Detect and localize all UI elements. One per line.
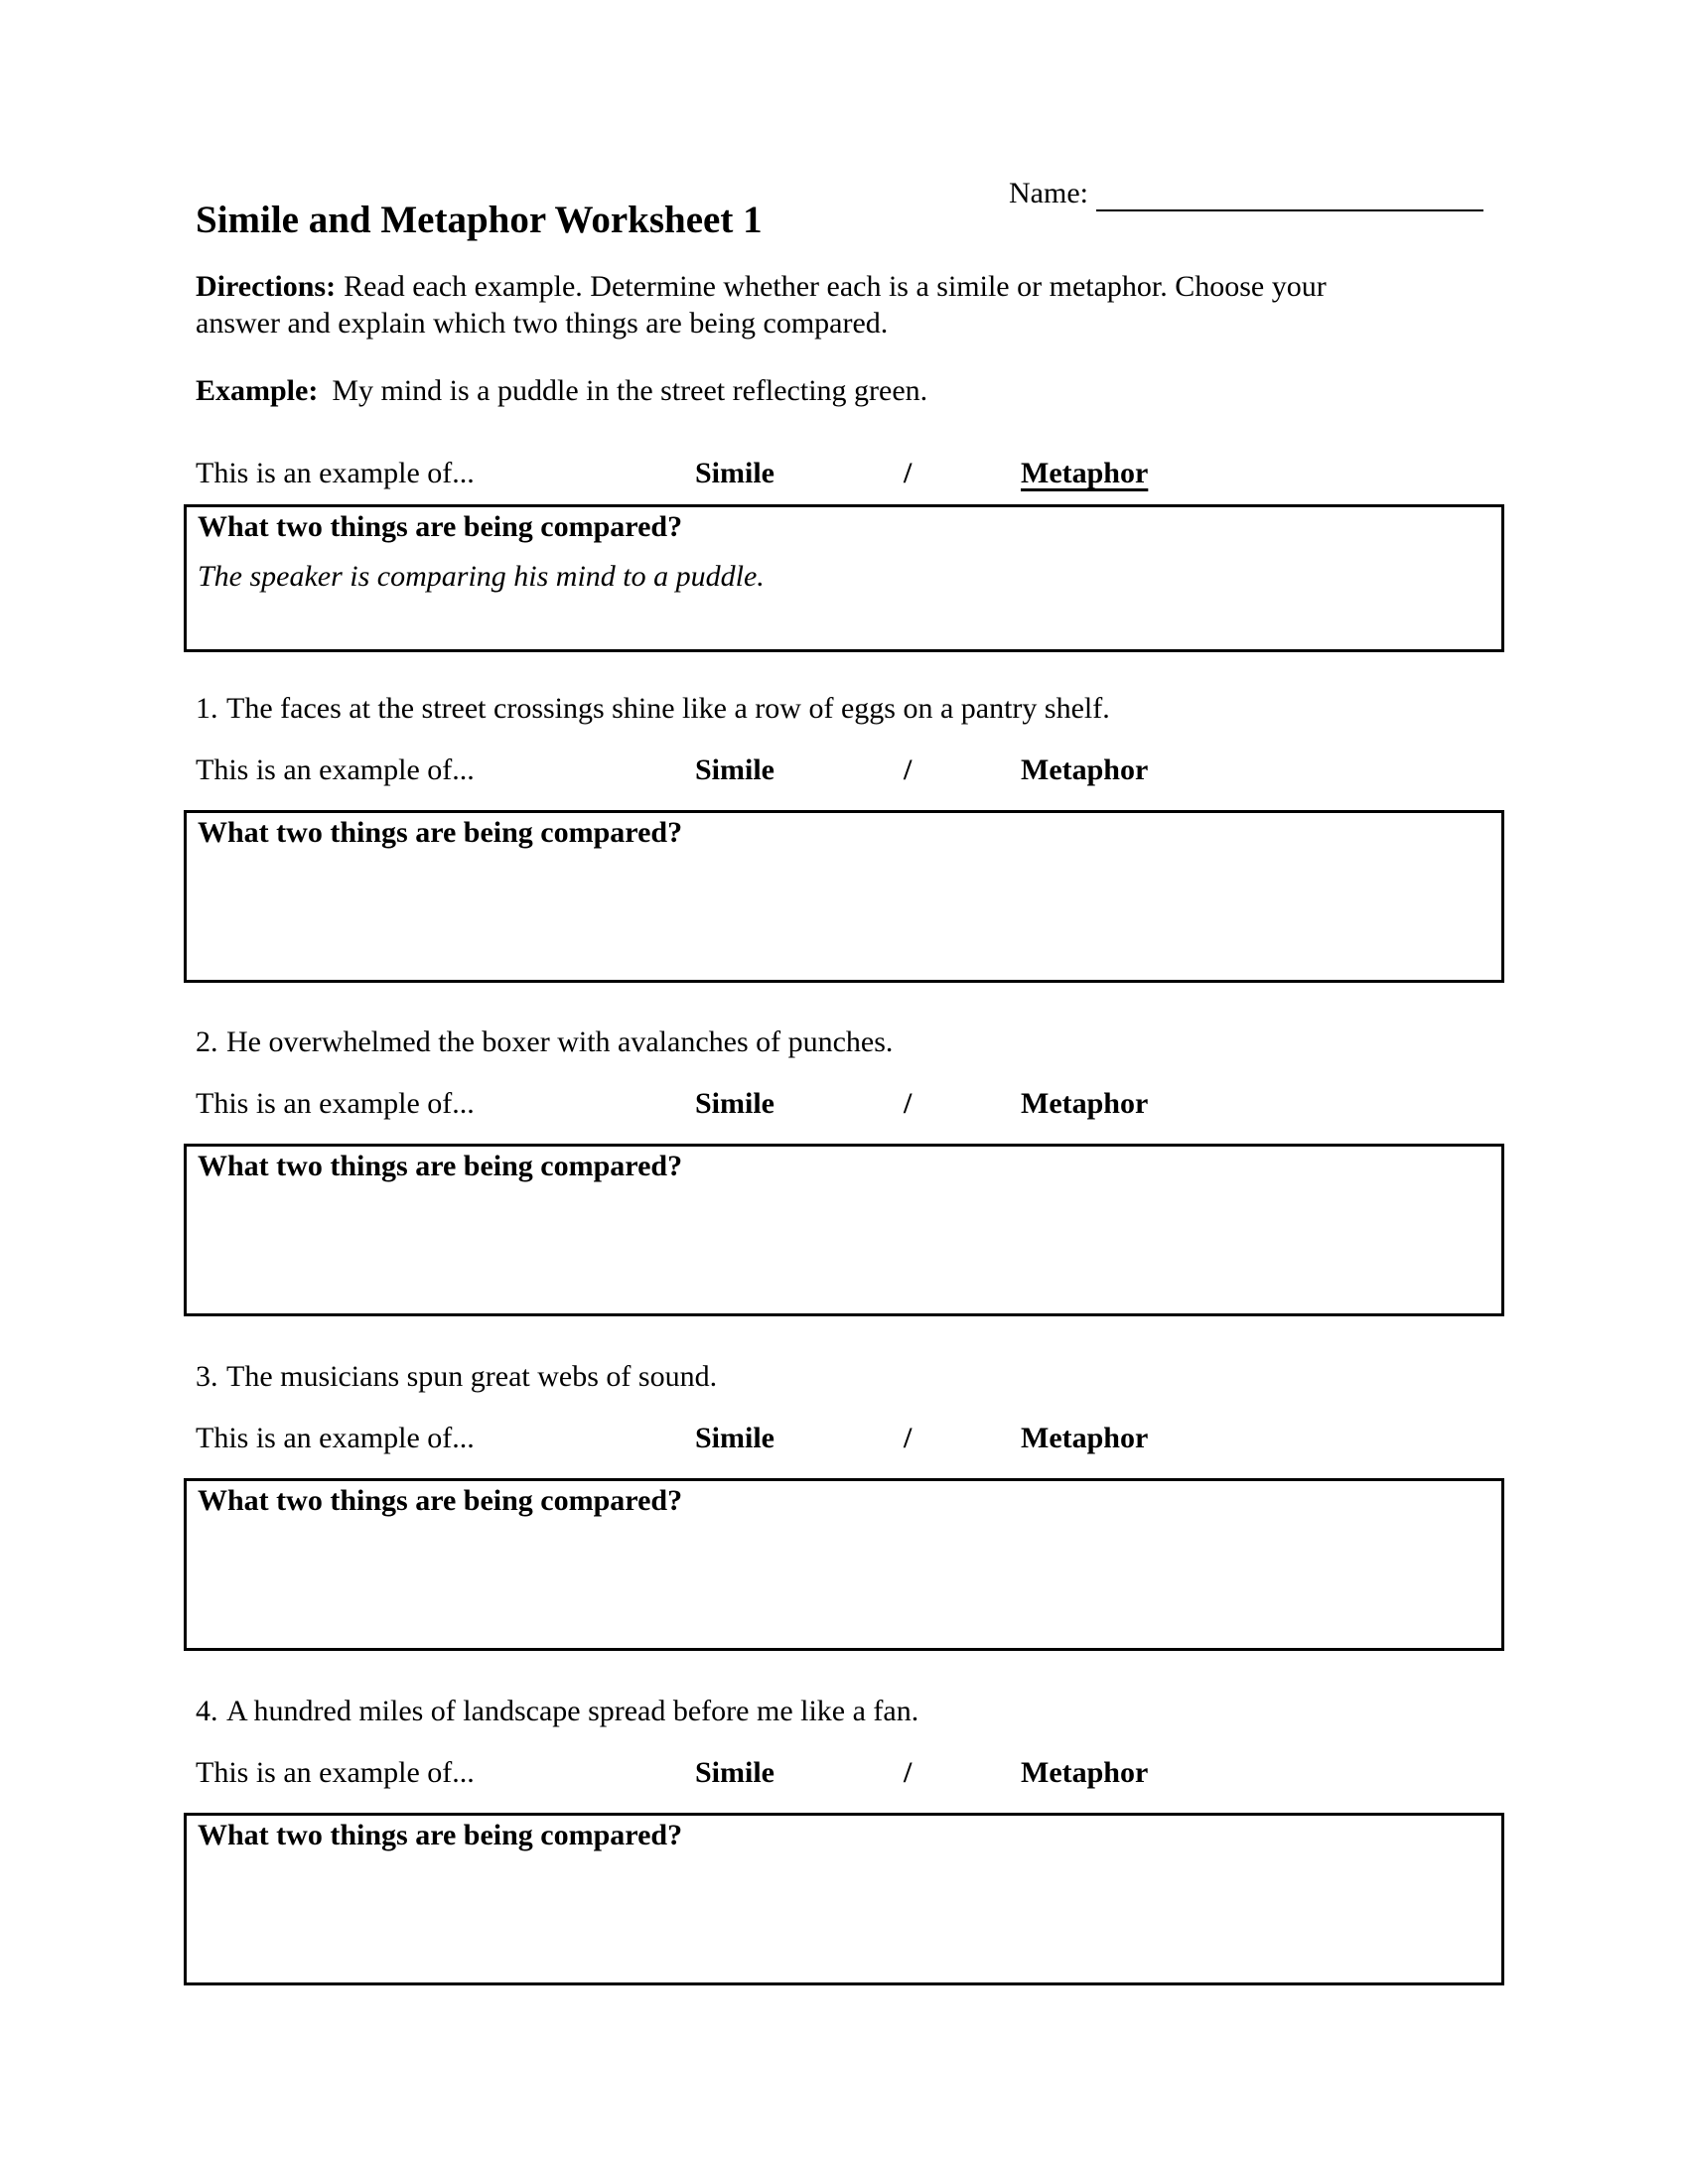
choice-separator: / (904, 1087, 913, 1120)
question-block-3 (0, 1358, 1688, 1651)
question-sentence: The musicians spun great webs of sound. (226, 1360, 718, 1393)
choice-row (196, 1754, 1506, 1791)
box-question: What two things are being compared? (198, 1819, 683, 1851)
simile-option[interactable]: Simile (695, 1422, 774, 1454)
example-sentence-row (196, 372, 927, 409)
question-sentence: A hundred miles of landscape spread before me like a fan. (226, 1695, 919, 1727)
question-sentence-row (196, 1024, 893, 1060)
choice-separator: / (904, 457, 913, 489)
question-sentence-row (196, 690, 1110, 727)
directions (196, 268, 1516, 341)
choice-separator: / (904, 1422, 913, 1454)
choice-prompt: This is an example of... (196, 1422, 475, 1454)
example-sentence: My mind is a puddle in the street reflecting green. (332, 374, 928, 407)
metaphor-option[interactable]: Metaphor (1021, 1087, 1149, 1120)
metaphor-option[interactable]: Metaphor (1021, 1756, 1149, 1789)
choice-prompt: This is an example of... (196, 753, 475, 786)
question-sentence: The faces at the street crossings shine like a row of eggs on a pantry shelf. (226, 692, 1110, 725)
name-row (1009, 175, 1483, 211)
choice-prompt: This is an example of... (196, 1756, 475, 1789)
question-sentence: He overwhelmed the boxer with avalanches of punches. (226, 1025, 894, 1058)
metaphor-option[interactable]: Metaphor (1021, 753, 1149, 786)
directions-text-line2: answer and explain which two things are being compared. (196, 307, 889, 340)
question-number: 2. (196, 1025, 218, 1058)
example-choice-row (196, 455, 1506, 491)
directions-text-line1: Read each example. Determine whether each is a simile or metaphor. Choose your (344, 270, 1327, 303)
choice-row (196, 751, 1506, 788)
answer-box[interactable] (184, 1478, 1504, 1651)
question-sentence-row (196, 1693, 918, 1729)
simile-option[interactable]: Simile (695, 1087, 774, 1120)
question-number: 4. (196, 1695, 218, 1727)
simile-option[interactable]: Simile (695, 457, 774, 489)
page-title: Simile and Metaphor Worksheet 1 (196, 199, 763, 241)
choice-row (196, 1420, 1506, 1456)
metaphor-option[interactable]: Metaphor (1021, 1422, 1149, 1454)
answer-box[interactable] (184, 1813, 1504, 1985)
choice-row (196, 1085, 1506, 1122)
box-question: What two things are being compared? (198, 1150, 683, 1182)
box-question: What two things are being compared? (198, 510, 683, 543)
directions-label: Directions: (196, 270, 337, 303)
question-sentence-row (196, 1358, 717, 1395)
box-question: What two things are being compared? (198, 816, 683, 849)
box-question: What two things are being compared? (198, 1484, 683, 1517)
metaphor-option-selected[interactable]: Metaphor (1021, 457, 1149, 489)
simile-option[interactable]: Simile (695, 1756, 774, 1789)
answer-box[interactable] (184, 1144, 1504, 1316)
question-block-4 (0, 1693, 1688, 1985)
choice-separator: / (904, 753, 913, 786)
choice-prompt: This is an example of... (196, 1087, 475, 1120)
example-answer-box (184, 504, 1504, 652)
name-blank-line[interactable] (1096, 209, 1483, 211)
question-block-1 (0, 690, 1688, 983)
simile-option[interactable]: Simile (695, 753, 774, 786)
choice-separator: / (904, 1756, 913, 1789)
question-block-2 (0, 1024, 1688, 1316)
question-number: 3. (196, 1360, 218, 1393)
answer-box[interactable] (184, 810, 1504, 983)
question-number: 1. (196, 692, 218, 725)
choice-prompt: This is an example of... (196, 457, 475, 489)
example-label: Example: (196, 374, 319, 407)
name-label: Name: (1009, 177, 1088, 209)
example-answer-text: The speaker is comparing his mind to a puddle. (198, 560, 765, 593)
